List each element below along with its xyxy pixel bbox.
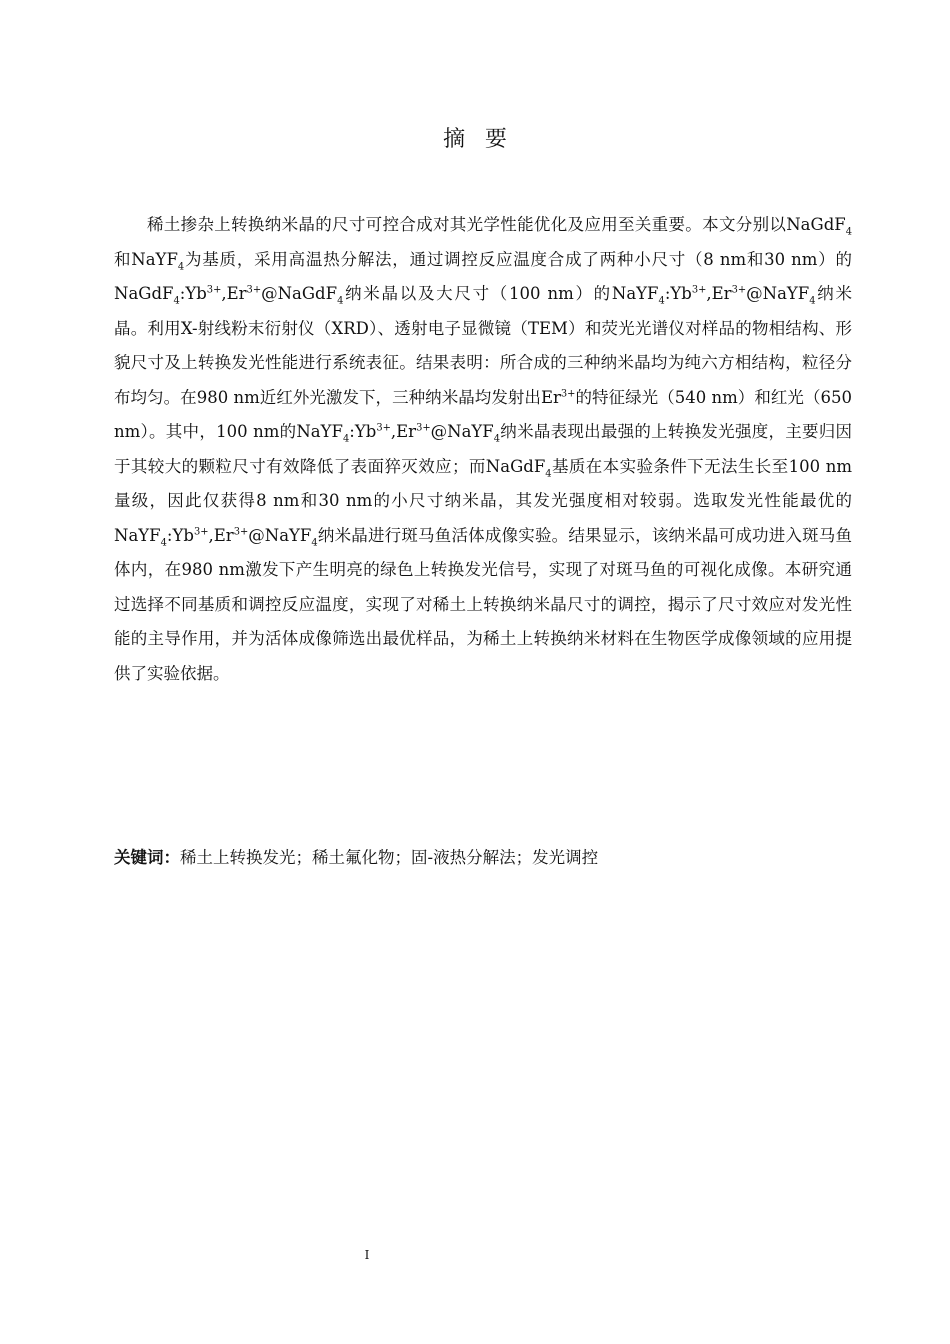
abstract-text: ,Er xyxy=(208,525,234,545)
abstract-text: 为基质，采用高温热分解法，通过调控反应温度合成了两种小尺寸（8 nm和30 nm）的NaGdF xyxy=(114,249,853,303)
subscript: 4 xyxy=(343,433,350,445)
abstract-text: :Yb xyxy=(664,284,692,303)
abstract-text: 稀土掺杂上转换纳米晶的尺寸可控合成对其光学性能优化及应用至关重要。本文分别以NaGdF xyxy=(147,215,846,234)
subscript: 4 xyxy=(845,226,852,238)
page-title: 摘要 xyxy=(443,127,527,152)
abstract-text: 的特征绿光（540 nm）和红光（650 nm）。其中，100 nm的NaYF xyxy=(114,387,852,441)
superscript: 3+ xyxy=(246,284,262,296)
abstract-text: @NaYF xyxy=(248,525,312,545)
abstract-text: ,Er xyxy=(221,284,247,303)
abstract-text: ,Er xyxy=(706,284,732,303)
superscript: 3+ xyxy=(233,526,249,537)
superscript: 3+ xyxy=(376,422,391,434)
subscript: 4 xyxy=(493,433,501,445)
abstract-text: @NaYF xyxy=(430,422,494,441)
abstract-text: ,Er xyxy=(390,422,417,441)
subscript: 4 xyxy=(658,295,665,307)
superscript: 3+ xyxy=(416,422,431,434)
abstract-text: :Yb xyxy=(166,525,194,545)
superscript: 3+ xyxy=(560,388,576,399)
abstract-text: 纳米晶以及大尺寸（100 nm）的NaYF xyxy=(343,284,659,303)
subscript: 4 xyxy=(545,467,552,479)
keywords-line xyxy=(114,841,852,875)
abstract-text: 和NaYF xyxy=(114,249,178,269)
abstract-text: 基质在本实验条件下无法生长至100 nm量级，因此仅获得8 nm和30 nm的小尺寸纳米晶，其发光强度相对较弱。选取发光性能最优的NaYF xyxy=(114,456,852,545)
abstract-text: :Yb xyxy=(179,284,207,303)
abstract-text: 纳米晶。利用X-射线粉末衍射仪（XRD）、透射电子显微镜（TEM）和荧光光谱仪对样品的物相结构、形貌尺寸及上转换发光性能进行系统表征。结果表明：所合成的三种纳米晶均为纯六方相结构，粒径分布均匀。在980 nm近红外光激发下，三种纳米晶均发射出Er xyxy=(114,284,852,407)
subscript: 4 xyxy=(177,260,185,272)
subscript: 4 xyxy=(160,536,167,548)
keywords-label: 关键词： xyxy=(114,848,180,867)
abstract-paragraph xyxy=(114,208,852,691)
page-number: I xyxy=(364,1248,370,1262)
superscript: 3+ xyxy=(731,284,747,296)
abstract-text: @NaYF xyxy=(746,284,810,303)
subscript: 4 xyxy=(173,295,180,307)
subscript: 4 xyxy=(311,536,318,548)
keywords-text: 稀土上转换发光；稀土氟化物；固-液热分解法；发光调控 xyxy=(180,848,599,867)
superscript: 3+ xyxy=(193,526,209,537)
abstract-text: @NaGdF xyxy=(261,284,338,303)
superscript: 3+ xyxy=(691,284,707,296)
abstract-text: 纳米晶进行斑马鱼活体成像实验。结果显示，该纳米晶可成功进入斑马鱼体内，在980 nm激发下产生明亮的绿色上转换发光信号，实现了对斑马鱼的可视化成像。本研究通过选择不同基质和调控反应温度，实现了对稀土上转换纳米晶尺寸的调控，揭示了尺寸效应对发光性能的主导作用，并为活体成像筛选出最优样品，为稀土上转换纳米材料在生物医学成像领域的应用提供了实验依据。 xyxy=(114,525,852,683)
subscript: 4 xyxy=(809,295,816,307)
abstract-text: 纳米晶表现出最强的上转换发光强度，主要归因于其较大的颗粒尺寸有效降低了表面猝灭效应；而NaGdF xyxy=(114,422,853,476)
abstract-text: :Yb xyxy=(349,422,377,441)
superscript: 3+ xyxy=(206,284,222,296)
subscript: 4 xyxy=(337,295,344,307)
